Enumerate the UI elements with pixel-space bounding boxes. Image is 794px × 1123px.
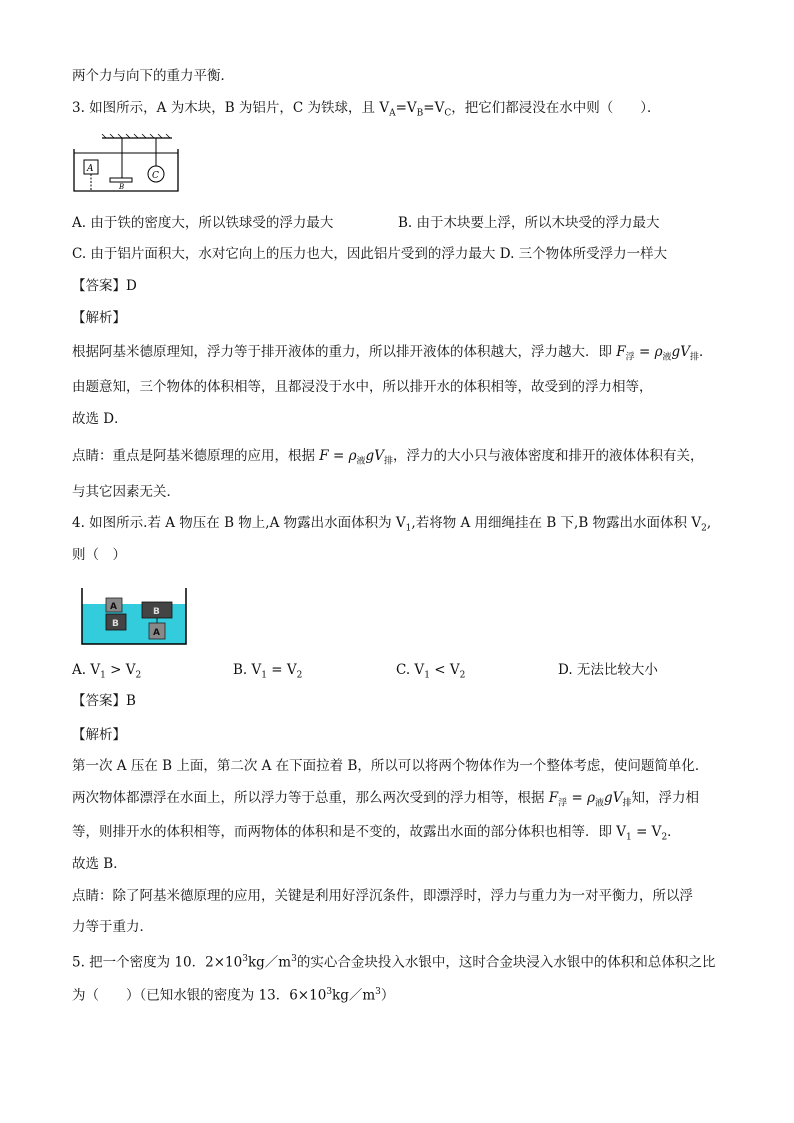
text: 根据阿基米德原理知，浮力等于排开液体的重力，所以排开液体的体积越大，浮力越大．即	[72, 344, 612, 360]
explanation-line: 第一次 A 压在 B 上面，第二次 A 在下面拉着 B，所以可以将两个物体作为一个整体考虑，使问题简单化．	[72, 758, 709, 774]
tip-line: 点睛：除了阿基米德原理的应用，关键是利用好浮沉条件，即漂浮时，浮力与重力为一对平衡力，所以浮	[72, 888, 693, 904]
label-c: C	[152, 171, 159, 181]
question-5-stem	[72, 950, 715, 972]
eq: =	[634, 344, 655, 360]
option-cd: C. 由于铝片面积大，水对它向上的压力也大，因此铝片受到的浮力最大 D. 三个物体所受浮力一样大	[72, 246, 668, 262]
formula-f: F	[319, 448, 329, 464]
question-3-stem	[72, 99, 660, 123]
text: 知，浮力相	[631, 790, 699, 806]
sub: 排	[689, 352, 699, 363]
text: 为（ ）（已知水银的密度为 13．6×10	[72, 987, 327, 1004]
figure-q4-container	[80, 586, 190, 648]
formula-v: V	[374, 448, 384, 464]
stem-part: ，把它们都浸没在水中则（ ）．	[451, 100, 661, 116]
sub-b: B	[416, 108, 424, 119]
tip-line: 与其它因素无关．	[72, 484, 180, 500]
analysis-label: 【解析】	[72, 310, 126, 326]
text: ．	[667, 824, 681, 840]
text-line: 两个力与向下的重力平衡．	[72, 68, 234, 84]
eq: =	[567, 790, 588, 806]
sub: 1	[424, 670, 430, 681]
sup: 3	[242, 954, 248, 964]
text: 两次物体都漂浮在水面上，所以浮力等于总重，那么两次受到的浮力相等，根据	[72, 790, 545, 806]
sub: 2	[135, 670, 142, 681]
sub-a: A	[389, 108, 396, 119]
option-b	[233, 661, 302, 685]
formula-rho: ρ	[587, 790, 596, 806]
sub: 液	[662, 352, 672, 363]
label-a: A	[153, 628, 160, 638]
text: 的实心合金块投入水银中，这时合金块浸入水银中的体积和总体积之比	[296, 954, 716, 971]
formula-g: g	[604, 790, 613, 806]
sub: 2	[661, 832, 668, 843]
formula-v: V	[680, 344, 690, 360]
sub: 2	[701, 523, 707, 534]
text: = V	[267, 662, 297, 678]
answer-label: 【答案】D	[72, 278, 137, 294]
question-4-stem: 则（ ）	[72, 547, 126, 563]
sub: 液	[595, 798, 605, 809]
tip-line: 力等于重力．	[72, 919, 153, 935]
sup: 3	[326, 987, 333, 997]
text: ，浮力的大小只与液体密度和排开的液体体积有关，	[392, 448, 704, 464]
stem-part: 3. 如图所示，A 为木块，B 为铝片，C 为铁球，且 V	[72, 100, 390, 116]
tip-line	[72, 447, 703, 471]
text: 5. 把一个密度为 10．2×10	[72, 954, 243, 971]
formula-g: g	[671, 344, 681, 360]
text: > V	[105, 662, 136, 678]
explanation-line: 故选 D．	[72, 411, 128, 427]
sub: 排	[622, 798, 632, 809]
option-a	[72, 661, 141, 685]
text: A. V	[72, 662, 101, 678]
sub: 液	[356, 456, 366, 467]
option-d: D. 无法比较大小	[558, 662, 658, 678]
option-c	[396, 661, 465, 685]
text: < V	[429, 662, 460, 678]
sub: 浮	[558, 798, 568, 809]
text: ）	[380, 987, 395, 1004]
label-b: B	[119, 183, 125, 191]
explanation-line: 由题意知，三个物体的体积相等，且都浸没于水中，所以排开水的体积相等，故受到的浮力相等，	[72, 379, 653, 395]
text: ,	[706, 515, 712, 531]
explanation-line	[72, 823, 681, 847]
text: 点睛：重点是阿基米德原理的应用，根据	[72, 448, 315, 464]
sub: 1	[626, 832, 632, 843]
explanation-line: 根据阿基米德原理知，浮力等于排开液体的重力，所以排开液体的体积越大，浮力越大．即 $F_浮 = \rho_液gV_排$．	[72, 344, 713, 363]
sub: 浮	[625, 352, 635, 363]
formula-g: g	[365, 448, 375, 464]
formula-f: F	[548, 790, 559, 806]
sup: 3	[375, 987, 381, 997]
text: 等，则排开水的体积相等，而两物体的体积和是不变的，故露出水面的部分体积也相等．即 V	[72, 824, 627, 840]
question-4-stem	[72, 514, 711, 538]
explanation-line: 故选 B．	[72, 856, 127, 872]
sub: 1	[405, 523, 412, 534]
stem-part: =V	[423, 100, 445, 116]
formula-rho: ρ	[654, 344, 663, 360]
option-a: A. 由于铁的密度大，所以铁球受的浮力最大	[72, 215, 334, 231]
label-a: A	[87, 164, 94, 174]
sub: 2	[296, 670, 303, 681]
formula-v: V	[612, 790, 623, 806]
question-5-stem	[72, 983, 394, 1005]
text: kg／m	[332, 987, 376, 1004]
sub: 1	[100, 670, 106, 681]
answer-label: 【答案】B	[72, 693, 136, 709]
text: 4. 如图所示.若 A 物压在 B 物上,A 物露出水面体积为 V	[72, 515, 406, 531]
sub-c: C	[444, 108, 452, 119]
label-a: A	[110, 602, 117, 612]
formula-rho: ρ	[348, 448, 357, 464]
explanation-line	[72, 789, 699, 813]
option-b: B. 由于木块要上浮，所以木块受的浮力最大	[398, 215, 660, 231]
sub: 排	[383, 456, 393, 467]
text: ,若将物 A 用细绳挂在 B 下,B 物露出水面体积 V	[411, 515, 702, 531]
label-b: B	[112, 619, 119, 629]
figure-q3-container	[72, 133, 182, 203]
sub: 2	[459, 670, 466, 681]
text: B. V	[233, 662, 262, 678]
sup: 3	[291, 954, 297, 964]
text: kg／m	[247, 954, 292, 971]
analysis-label: 【解析】	[72, 727, 126, 743]
eq: =	[328, 448, 349, 464]
text: = V	[631, 824, 662, 840]
stem-part: =V	[395, 100, 417, 116]
text: C. V	[396, 662, 425, 678]
sub: 1	[261, 670, 267, 681]
formula-f: F	[616, 344, 626, 360]
label-b: B	[153, 607, 160, 617]
